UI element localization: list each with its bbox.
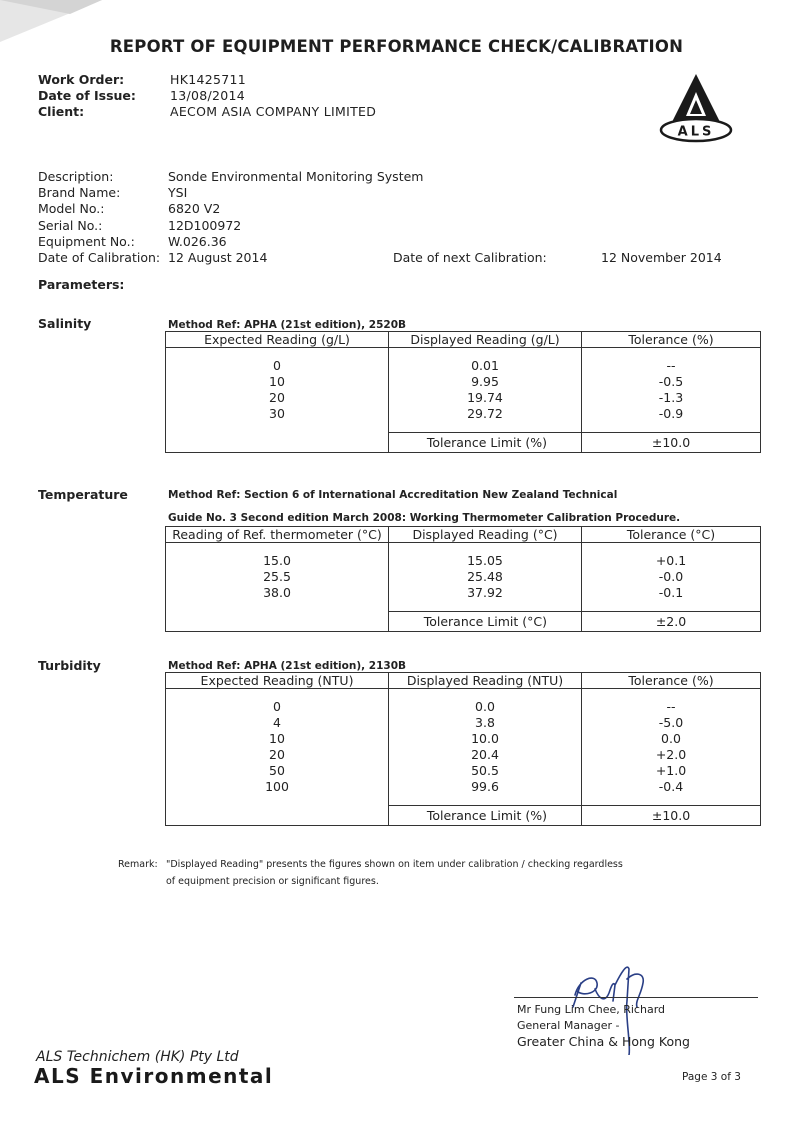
table-row: [166, 569, 761, 585]
column-header: Displayed Reading (g/L): [389, 332, 582, 348]
table-cell: 10.0: [389, 731, 582, 747]
column-header: Displayed Reading (NTU): [389, 673, 582, 689]
footer-company: ALS Technichem (HK) Pty Ltd: [36, 1049, 239, 1065]
column-header: Tolerance (%): [582, 673, 761, 689]
table-row: [166, 585, 761, 601]
table-row: [166, 553, 761, 569]
table-row: [166, 731, 761, 747]
tolerance-limit-value: ±10.0: [582, 806, 761, 826]
signatory-title: General Manager -: [517, 1019, 620, 1032]
tolerance-limit-value: ±10.0: [582, 433, 761, 453]
table-cell: -0.9: [582, 406, 761, 422]
table-row: [166, 715, 761, 731]
table-cell: 20: [166, 747, 389, 763]
parameters-heading: Parameters:: [38, 277, 125, 292]
column-header: Expected Reading (NTU): [166, 673, 389, 689]
table-cell: 0: [166, 358, 389, 374]
serial-label: Serial No.:: [38, 217, 103, 233]
work-order-label: Work Order:: [38, 72, 125, 87]
table-cell: -0.0: [582, 569, 761, 585]
tolerance-limit-label: Tolerance Limit (°C): [389, 612, 582, 632]
table-row: [166, 390, 761, 406]
table-header-row: [166, 332, 761, 348]
tolerance-limit-label: Tolerance Limit (%): [389, 806, 582, 826]
table-cell: -0.1: [582, 585, 761, 601]
table-row: [166, 763, 761, 779]
calibration-date-value: 12 August 2014: [168, 250, 268, 266]
table-cell: 50.5: [389, 763, 582, 779]
table-cell: 15.0: [166, 553, 389, 569]
column-header: Expected Reading (g/L): [166, 332, 389, 348]
spacer-cell: [582, 348, 761, 359]
column-header: Tolerance (%): [582, 332, 761, 348]
turbidity-table: [165, 672, 761, 826]
table-cell: 25.5: [166, 569, 389, 585]
table-spacer: [166, 689, 761, 700]
table-spacer: [166, 601, 761, 612]
date-of-issue-value: 13/08/2014: [170, 88, 246, 103]
table-cell: 0.01: [389, 358, 582, 374]
limit-empty-cell: [166, 433, 389, 453]
table-cell: -5.0: [582, 715, 761, 731]
tolerance-limit-row: [166, 433, 761, 453]
spacer-cell: [389, 348, 582, 359]
serial-value: 12D100972: [168, 217, 242, 233]
footer-brand-logo: ALS Environmental: [34, 1064, 274, 1088]
table-cell: 4: [166, 715, 389, 731]
spacer-cell: [582, 543, 761, 554]
signatory-block: [517, 1002, 690, 1050]
limit-empty-cell: [166, 806, 389, 826]
date-of-issue-label: Date of Issue:: [38, 88, 136, 103]
spacer-cell: [582, 601, 761, 612]
spacer-cell: [166, 422, 389, 433]
table-cell: 19.74: [389, 390, 582, 406]
temperature-method-line1: Method Ref: Section 6 of International Accreditation New Zealand Technical: [168, 489, 618, 501]
description-label: Description:: [38, 169, 114, 184]
table-cell: 15.05: [389, 553, 582, 569]
description-value: Sonde Environmental Monitoring System: [168, 169, 424, 184]
tolerance-limit-row: [166, 806, 761, 826]
table-cell: 50: [166, 763, 389, 779]
turbidity-method: Method Ref: APHA (21st edition), 2130B: [168, 660, 407, 672]
table-cell: -1.3: [582, 390, 761, 406]
table-cell: 0: [166, 699, 389, 715]
temperature-title: Temperature: [38, 487, 128, 502]
column-header: Reading of Ref. thermometer (°C): [166, 527, 389, 543]
spacer-cell: [389, 689, 582, 700]
table-cell: 20: [166, 390, 389, 406]
table-cell: +2.0: [582, 747, 761, 763]
equipment-no-value: W.026.36: [168, 233, 227, 249]
table-cell: 37.92: [389, 585, 582, 601]
signatory-name: Mr Fung Lim Chee, Richard: [517, 1003, 666, 1016]
table-cell: -0.5: [582, 374, 761, 390]
table-cell: 20.4: [389, 747, 582, 763]
remark-line-2: of equipment precision or significant figures.: [166, 876, 379, 887]
signature-line: [514, 997, 758, 998]
table-spacer: [166, 795, 761, 806]
work-order-value: HK1425711: [170, 72, 246, 87]
table-row: [166, 747, 761, 763]
table-cell: 99.6: [389, 779, 582, 795]
turbidity-title: Turbidity: [38, 658, 101, 673]
table-row: [166, 358, 761, 374]
spacer-cell: [582, 689, 761, 700]
als-logo: [658, 72, 734, 144]
table-row: [166, 406, 761, 422]
spacer-cell: [389, 422, 582, 433]
spacer-cell: [389, 601, 582, 612]
table-cell: 10: [166, 731, 389, 747]
table-row: [166, 699, 761, 715]
model-value: 6820 V2: [168, 201, 221, 217]
equipment-details: [38, 169, 423, 266]
brand-value: YSI: [168, 185, 188, 201]
next-calibration-value: 12 November 2014: [601, 250, 722, 265]
table-cell: 0.0: [582, 731, 761, 747]
column-header: Displayed Reading (°C): [389, 527, 582, 543]
table-header-row: [166, 527, 761, 543]
client-label: Client:: [38, 104, 85, 119]
spacer-cell: [166, 601, 389, 612]
table-cell: --: [582, 358, 761, 374]
table-cell: 9.95: [389, 374, 582, 390]
spacer-cell: [166, 795, 389, 806]
table-spacer: [166, 543, 761, 554]
table-cell: 10: [166, 374, 389, 390]
remark-label: Remark:: [118, 859, 158, 870]
temperature-table: [165, 526, 761, 632]
salinity-title: Salinity: [38, 316, 92, 331]
page-number: Page 3 of 3: [682, 1071, 741, 1083]
table-row: [166, 779, 761, 795]
tolerance-limit-row: [166, 612, 761, 632]
spacer-cell: [582, 422, 761, 433]
spacer-cell: [389, 543, 582, 554]
table-header-row: [166, 673, 761, 689]
remark-line-1: "Displayed Reading" presents the figures shown on item under calibration / checking regardless: [166, 859, 623, 870]
spacer-cell: [582, 795, 761, 806]
next-calibration-label: Date of next Calibration:: [393, 250, 547, 265]
spacer-cell: [166, 689, 389, 700]
limit-empty-cell: [166, 612, 389, 632]
tolerance-limit-value: ±2.0: [582, 612, 761, 632]
temperature-method-line2: Guide No. 3 Second edition March 2008: Working Thermometer Calibration Procedure.: [168, 512, 681, 524]
spacer-cell: [166, 348, 389, 359]
table-cell: +1.0: [582, 763, 761, 779]
table-cell: 100: [166, 779, 389, 795]
signatory-region: Greater China & Hong Kong: [517, 1034, 690, 1049]
table-cell: 25.48: [389, 569, 582, 585]
model-label: Model No.:: [38, 201, 105, 217]
table-spacer: [166, 348, 761, 359]
als-logo-text: ALS: [677, 124, 715, 140]
report-header: [38, 72, 376, 120]
equipment-no-label: Equipment No.:: [38, 233, 135, 249]
table-row: [166, 374, 761, 390]
spacer-cell: [166, 543, 389, 554]
table-cell: 3.8: [389, 715, 582, 731]
salinity-table: [165, 331, 761, 453]
table-spacer: [166, 422, 761, 433]
table-cell: 38.0: [166, 585, 389, 601]
calibration-date-label: Date of Calibration:: [38, 250, 161, 266]
table-cell: -0.4: [582, 779, 761, 795]
table-cell: +0.1: [582, 553, 761, 569]
table-cell: --: [582, 699, 761, 715]
brand-label: Brand Name:: [38, 185, 121, 201]
client-value: AECOM ASIA COMPANY LIMITED: [170, 104, 377, 119]
spacer-cell: [389, 795, 582, 806]
table-cell: 0.0: [389, 699, 582, 715]
salinity-method: Method Ref: APHA (21st edition), 2520B: [168, 319, 407, 331]
tolerance-limit-label: Tolerance Limit (%): [389, 433, 582, 453]
column-header: Tolerance (°C): [582, 527, 761, 543]
table-cell: 30: [166, 406, 389, 422]
table-cell: 29.72: [389, 406, 582, 422]
report-title: REPORT OF EQUIPMENT PERFORMANCE CHECK/CALIBRATION: [109, 37, 684, 56]
